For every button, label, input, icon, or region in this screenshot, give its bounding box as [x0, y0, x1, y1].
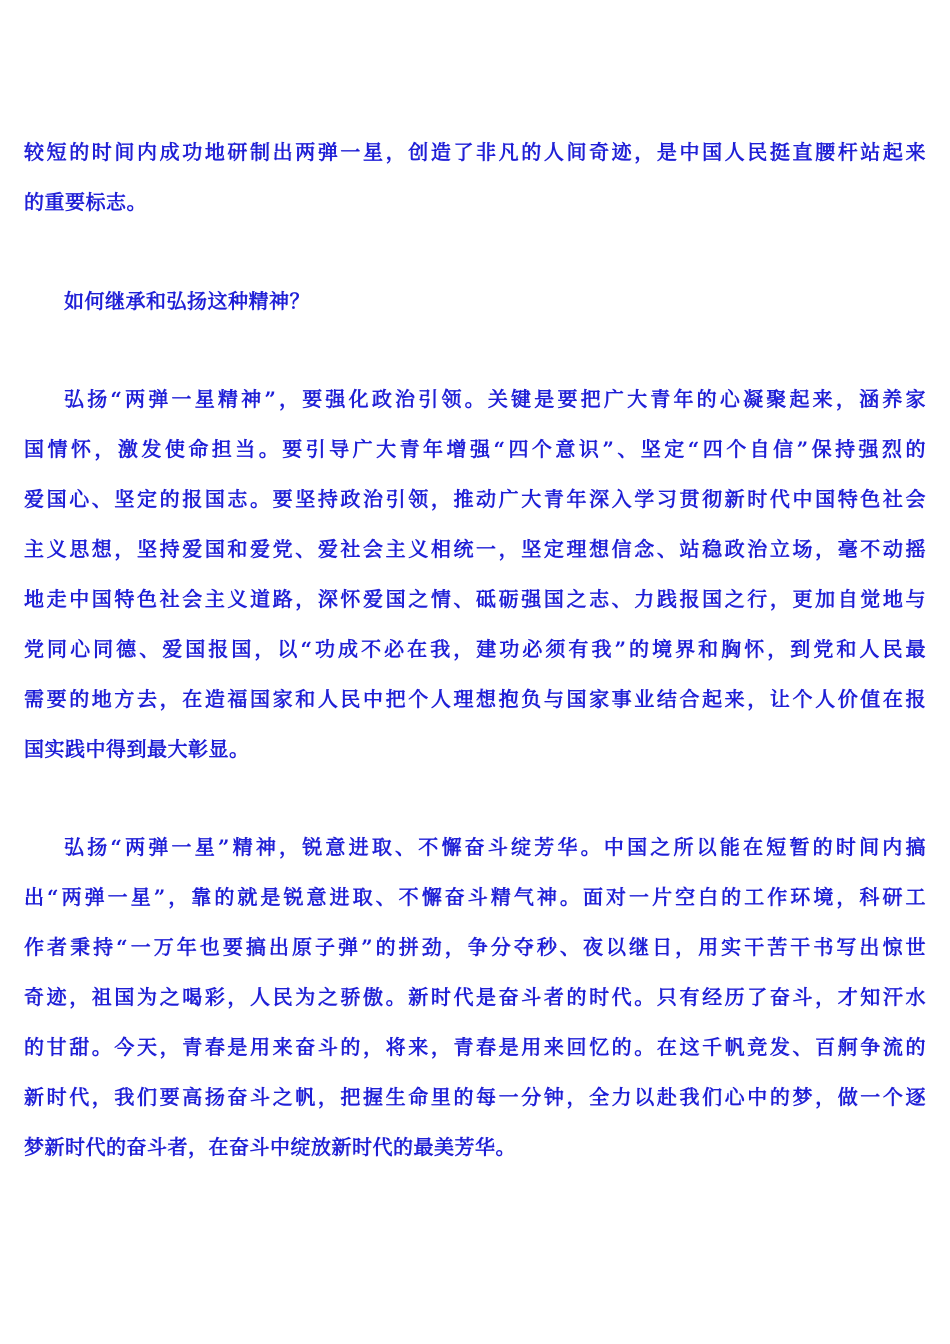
paragraph-line: 国实践中得到最大彰显。: [24, 737, 250, 761]
paragraph-line: 主义思想，坚持爱国和爱党、爱社会主义相统一，坚定理想信念、站稳政治立场，毫不动摇: [24, 537, 926, 561]
paragraph-continuation: [24, 127, 926, 227]
paragraph-line: 地走中国特色社会主义道路，深怀爱国之情、砥砺强国之志、力践报国之行，更加自觉地与: [24, 587, 926, 611]
paragraph-line: 弘扬“两弹一星”精神，锐意进取、不懈奋斗绽芳华。中国之所以能在短暂的时间内搞: [64, 835, 926, 859]
paragraph-line: 国情怀，激发使命担当。要引导广大青年增强“四个意识”、坚定“四个自信”保持强烈的: [24, 437, 926, 461]
paragraph-line: 弘扬“两弹一星精神”，要强化政治引领。关键是要把广大青年的心凝聚起来，涵养家: [64, 387, 926, 411]
paragraph-line: 较短的时间内成功地研制出两弹一星，创造了非凡的人间奇迹，是中国人民挺直腰杆站起来: [24, 140, 926, 164]
section-question: [24, 276, 926, 326]
question-line: 如何继承和弘扬这种精神？: [64, 289, 310, 313]
paragraph-line: 的重要标志。: [24, 190, 147, 214]
paragraph-line: 梦新时代的奋斗者，在奋斗中绽放新时代的最美芳华。: [24, 1135, 516, 1159]
paragraph-line: 出“两弹一星”，靠的就是锐意进取、不懈奋斗精气神。面对一片空白的工作环境，科研工: [24, 885, 926, 909]
paragraph-line: 爱国心、坚定的报国志。要坚持政治引领，推动广大青年深入学习贯彻新时代中国特色社会: [24, 487, 926, 511]
paragraph-line: 的甘甜。今天，青春是用来奋斗的，将来，青春是用来回忆的。在这千帆竞发、百舸争流的: [24, 1035, 926, 1059]
paragraph-political-guidance: [24, 374, 926, 774]
paragraph-line: 党同心同德、爱国报国，以“功成不必在我，建功必须有我”的境界和胸怀，到党和人民最: [24, 637, 926, 661]
paragraph-striving: [24, 822, 926, 1172]
paragraph-line: 新时代，我们要高扬奋斗之帆，把握生命里的每一分钟，全力以赴我们心中的梦，做一个逐: [24, 1085, 926, 1109]
paragraph-line: 奇迹，祖国为之喝彩，人民为之骄傲。新时代是奋斗者的时代。只有经历了奋斗，才知汗水: [24, 985, 926, 1009]
paragraph-line: 需要的地方去，在造福国家和人民中把个人理想抱负与国家事业结合起来，让个人价值在报: [24, 687, 926, 711]
paragraph-line: 作者秉持“一万年也要搞出原子弹”的拼劲，争分夺秒、夜以继日，用实干苦干书写出惊世: [24, 935, 926, 959]
